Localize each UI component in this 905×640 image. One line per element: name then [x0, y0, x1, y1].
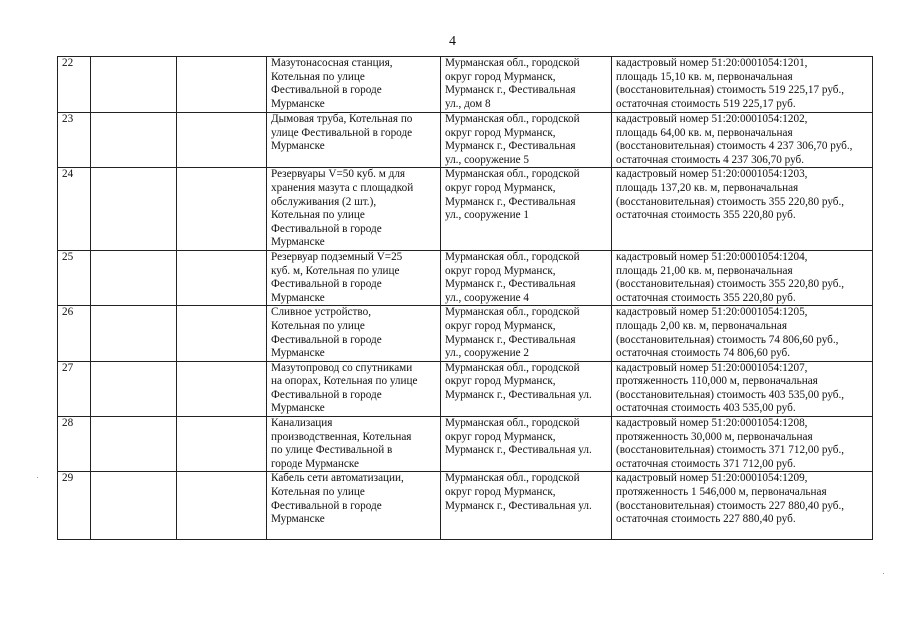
address-line: Мурманская обл., городской — [445, 57, 580, 69]
object-address — [441, 361, 612, 416]
description-line: Кабель сети автоматизации, — [271, 472, 404, 485]
info-line: остаточная стоимость 403 535,00 руб. — [616, 402, 796, 415]
empty-cell — [91, 361, 177, 416]
info-line: площадь 2,00 кв. м, первоначальная — [616, 319, 788, 332]
empty-cell — [91, 417, 177, 472]
description-line: Мурманске — [271, 347, 325, 360]
description-line: Мурманске — [271, 513, 325, 526]
info-line: кадастровый номер 51:20:0001054:1203, — [616, 168, 808, 181]
info-line: кадастровый номер 51:20:0001054:1201, — [616, 57, 808, 69]
object-description — [267, 306, 441, 361]
address-line: округ город Мурманск, — [445, 126, 556, 139]
address-line: Мурманская обл., городской — [445, 306, 580, 319]
description-line: Резервуары V=50 куб. м для — [271, 168, 406, 181]
description-line: хранения мазута с площадкой — [271, 181, 414, 194]
description-line: Мурманске — [271, 402, 325, 415]
info-line: (восстановительная) стоимость 74 806,60 руб., — [616, 333, 839, 346]
info-line: (восстановительная) стоимость 4 237 306,70 руб., — [616, 140, 853, 153]
address-line: Мурманская обл., городской — [445, 417, 580, 430]
info-line: (восстановительная) стоимость 355 220,80 руб., — [616, 195, 845, 208]
address-line: округ город Мурманск, — [445, 375, 556, 388]
info-line: (восстановительная) стоимость 403 535,00 руб., — [616, 388, 845, 401]
info-line: кадастровый номер 51:20:0001054:1209, — [616, 472, 808, 485]
description-line: на опорах, Котельная по улице — [271, 375, 418, 388]
info-line: площадь 21,00 кв. м, первоначальная — [616, 264, 793, 277]
description-line: Котельная по улице — [271, 209, 365, 222]
address-line: округ город Мурманск, — [445, 319, 556, 332]
scan-speck — [883, 573, 884, 574]
info-line: площадь 137,20 кв. м, первоначальная — [616, 181, 799, 194]
address-line: Мурманск г., Фестивальная — [445, 278, 576, 291]
description-line: Фестивальной в городе — [271, 333, 382, 346]
info-line: кадастровый номер 51:20:0001054:1208, — [616, 417, 808, 430]
table-row — [58, 417, 873, 472]
empty-cell — [91, 306, 177, 361]
empty-cell — [91, 113, 177, 168]
object-description — [267, 113, 441, 168]
info-line: кадастровый номер 51:20:0001054:1207, — [616, 361, 808, 374]
description-line: Фестивальной в городе — [271, 388, 382, 401]
description-line: Мурманске — [271, 140, 325, 153]
empty-cell — [91, 250, 177, 305]
description-line: Котельная по улице — [271, 319, 365, 332]
description-line: Мурманске — [271, 97, 325, 110]
address-line: Мурманская обл., городской — [445, 472, 580, 485]
empty-cell — [177, 472, 267, 540]
address-line: округ город Мурманск, — [445, 264, 556, 277]
info-line: кадастровый номер 51:20:0001054:1202, — [616, 113, 808, 125]
description-line: Канализация — [271, 417, 333, 430]
row-number: 25 — [58, 250, 91, 305]
row-number: 22 — [58, 57, 91, 113]
table-row — [58, 57, 873, 113]
address-line: Мурманск г., Фестивальная ул. — [445, 499, 592, 512]
empty-cell — [177, 417, 267, 472]
description-line: городе Мурманске — [271, 457, 359, 470]
info-line: остаточная стоимость 74 806,60 руб. — [616, 347, 791, 360]
address-line: Мурманск г., Фестивальная — [445, 140, 576, 153]
object-address — [441, 250, 612, 305]
info-line: остаточная стоимость 4 237 306,70 руб. — [616, 153, 805, 166]
row-number: 29 — [58, 472, 91, 540]
page-number: 4 — [449, 34, 456, 49]
address-line: Мурманская обл., городской — [445, 361, 580, 374]
description-line: куб. м, Котельная по улице — [271, 264, 400, 277]
scan-speck — [37, 477, 38, 478]
info-line: (восстановительная) стоимость 227 880,40 руб., — [616, 499, 845, 512]
object-description — [267, 168, 441, 251]
description-line: улице Фестивальной в городе — [271, 126, 413, 139]
object-address — [441, 113, 612, 168]
object-description — [267, 417, 441, 472]
address-line: ул., сооружение 4 — [445, 291, 529, 304]
info-line: (восстановительная) стоимость 371 712,00 руб., — [616, 444, 845, 457]
row-number: 27 — [58, 361, 91, 416]
row-number: 26 — [58, 306, 91, 361]
address-line: округ город Мурманск, — [445, 181, 556, 194]
description-line: Сливное устройство, — [271, 306, 372, 319]
address-line: округ город Мурманск, — [445, 430, 556, 443]
empty-cell — [177, 168, 267, 251]
property-register-table — [57, 56, 873, 540]
empty-cell — [177, 306, 267, 361]
description-line: Мурманске — [271, 236, 325, 249]
cadastral-info — [612, 417, 873, 472]
info-line: остаточная стоимость 355 220,80 руб. — [616, 291, 796, 304]
info-line: (восстановительная) стоимость 519 225,17 руб., — [616, 84, 845, 97]
empty-cell — [91, 168, 177, 251]
table-row — [58, 472, 873, 540]
description-line: Фестивальной в городе — [271, 222, 382, 235]
cadastral-info — [612, 472, 873, 540]
description-line: по улице Фестивальной в — [271, 444, 393, 457]
empty-cell — [177, 250, 267, 305]
object-address — [441, 306, 612, 361]
empty-cell — [177, 57, 267, 113]
info-line: протяженность 1 546,000 м, первоначальная — [616, 486, 827, 499]
info-line: кадастровый номер 51:20:0001054:1204, — [616, 250, 808, 263]
address-line: округ город Мурманск, — [445, 486, 556, 499]
info-line: протяженность 110,000 м, первоначальная — [616, 375, 818, 388]
description-line: Мазутопровод со спутниками — [271, 361, 413, 374]
description-line: Котельная по улице — [271, 486, 365, 499]
table-body — [58, 57, 873, 540]
object-description — [267, 57, 441, 113]
object-description — [267, 472, 441, 540]
table-row — [58, 361, 873, 416]
object-description — [267, 361, 441, 416]
address-line: Мурманская обл., городской — [445, 168, 580, 181]
description-line: Котельная по улице — [271, 70, 365, 83]
object-address — [441, 472, 612, 540]
address-line: ул., сооружение 2 — [445, 347, 529, 360]
empty-cell — [91, 57, 177, 113]
info-line: остаточная стоимость 227 880,40 руб. — [616, 513, 796, 526]
row-number: 23 — [58, 113, 91, 168]
object-address — [441, 417, 612, 472]
address-line: ул., дом 8 — [445, 97, 491, 110]
address-line: ул., сооружение 1 — [445, 209, 529, 222]
empty-cell — [177, 361, 267, 416]
cadastral-info — [612, 361, 873, 416]
info-line: (восстановительная) стоимость 355 220,80 руб., — [616, 278, 845, 291]
address-line: Мурманская обл., городской — [445, 113, 580, 125]
empty-cell — [91, 472, 177, 540]
object-address — [441, 57, 612, 113]
object-description — [267, 250, 441, 305]
address-line: Мурманск г., Фестивальная ул. — [445, 444, 592, 457]
description-line: Фестивальной в городе — [271, 499, 382, 512]
description-line: Дымовая труба, Котельная по — [271, 113, 413, 125]
table-row — [58, 250, 873, 305]
table-row — [58, 113, 873, 168]
address-line: ул., сооружение 5 — [445, 153, 529, 166]
description-line: обслуживания (2 шт.), — [271, 195, 377, 208]
cadastral-info — [612, 168, 873, 251]
info-line: остаточная стоимость 355 220,80 руб. — [616, 209, 796, 222]
address-line: Мурманская обл., городской — [445, 250, 580, 263]
info-line: площадь 64,00 кв. м, первоначальная — [616, 126, 793, 139]
address-line: Мурманск г., Фестивальная — [445, 195, 576, 208]
info-line: площадь 15,10 кв. м, первоначальная — [616, 70, 793, 83]
address-line: Мурманск г., Фестивальная — [445, 84, 576, 97]
address-line: округ город Мурманск, — [445, 70, 556, 83]
address-line: Мурманск г., Фестивальная — [445, 333, 576, 346]
row-number: 24 — [58, 168, 91, 251]
info-line: остаточная стоимость 519 225,17 руб. — [616, 97, 796, 110]
description-line: Резервуар подземный V=25 — [271, 250, 403, 263]
cadastral-info — [612, 113, 873, 168]
cadastral-info — [612, 250, 873, 305]
cadastral-info — [612, 306, 873, 361]
info-line: остаточная стоимость 371 712,00 руб. — [616, 457, 796, 470]
empty-cell — [177, 113, 267, 168]
info-line: кадастровый номер 51:20:0001054:1205, — [616, 306, 808, 319]
address-line: Мурманск г., Фестивальная ул. — [445, 388, 592, 401]
object-address — [441, 168, 612, 251]
description-line: Мурманске — [271, 291, 325, 304]
table-row — [58, 168, 873, 251]
row-number: 28 — [58, 417, 91, 472]
description-line: Фестивальной в городе — [271, 278, 382, 291]
table-row — [58, 306, 873, 361]
info-line: протяженность 30,000 м, первоначальная — [616, 430, 813, 443]
description-line: производственная, Котельная — [271, 430, 412, 443]
description-line: Мазутонасосная станция, — [271, 57, 393, 69]
cadastral-info — [612, 57, 873, 113]
description-line: Фестивальной в городе — [271, 84, 382, 97]
